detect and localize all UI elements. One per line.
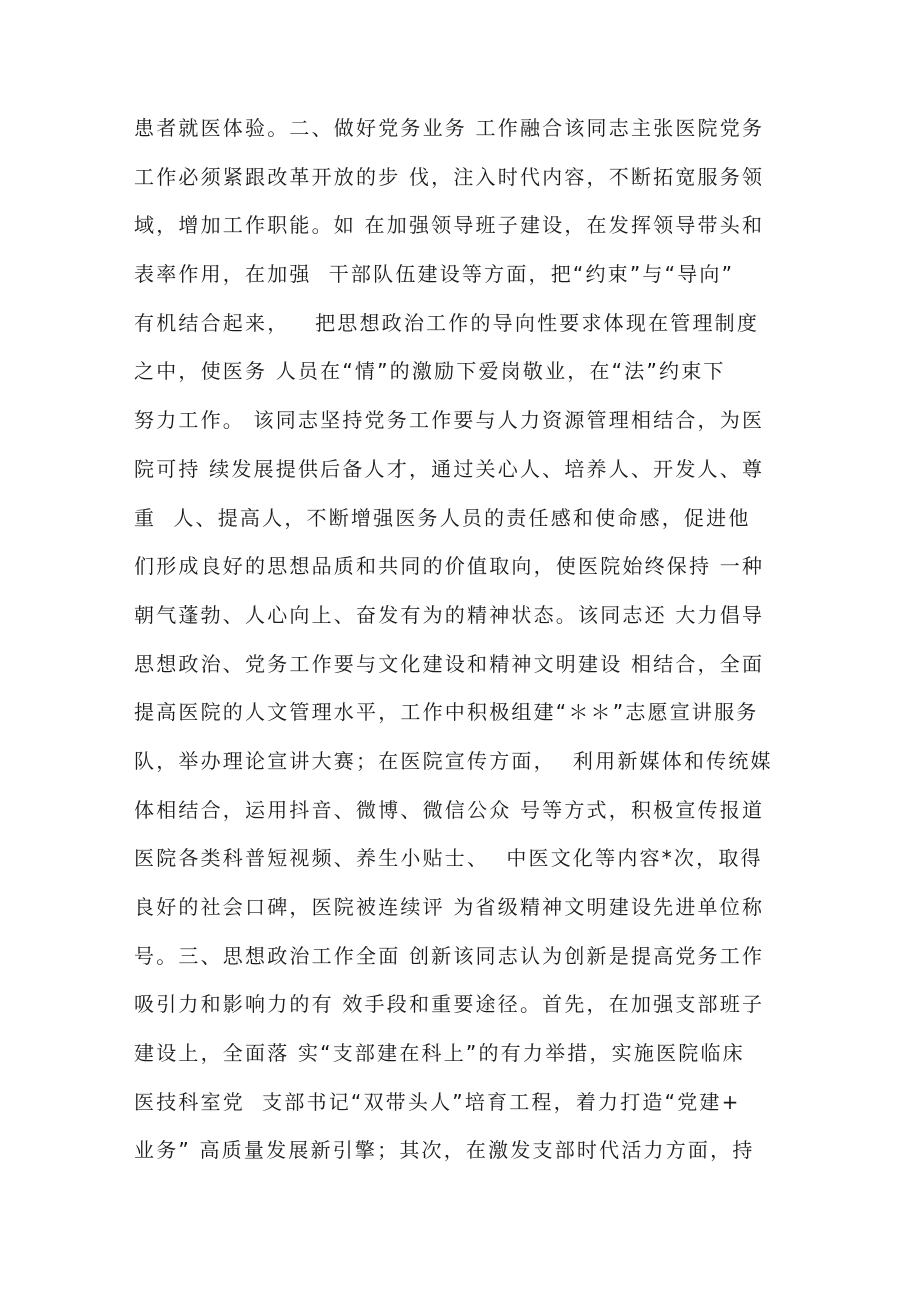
- text-line: 医院各类科普短视频、养生小贴士、 中医文化等内容*次，取得: [134, 846, 763, 871]
- text-line: 们形成良好的思想品质和共同的价值取向，使医院始终保持 一种: [134, 554, 765, 579]
- text-line: 工作必须紧跟改革开放的步 伐，注入时代内容，不断拓宽服务领: [134, 164, 765, 189]
- text-line: 表率作用，在加强 干部队伍建设等方面，把“约束”与“导向”: [134, 262, 735, 287]
- text-line: 院可持 续发展提供后备人才，通过关心人、培养人、开发人、尊: [134, 456, 765, 481]
- text-line: 域，增加工作职能。如 在加强领导班子建设，在发挥领导带头和: [134, 213, 765, 238]
- text-line: 体相结合，运用抖音、微博、微信公众 号等方式，积极宣传报道: [134, 797, 765, 822]
- text-line: 医技科室党 支部书记“双带头人”培育工程，着力打造“党建+: [134, 1089, 741, 1114]
- text-line: 有机结合起来， 把思想政治工作的导向性要求体现在管理制度: [134, 310, 760, 335]
- text-line: 之中，使医务 人员在“情”的激励下爱岗敬业，在“法”约束下: [134, 359, 726, 384]
- text-line: 思想政治、党务工作要与文化建设和精神文明建设 相结合，全面: [134, 651, 765, 676]
- text-line: 朝气蓬勃、人心向上、奋发有为的精神状态。该同志还 大力倡导: [134, 602, 765, 627]
- text-line: 队，举办理论宣讲大赛；在医院宣传方面， 利用新媒体和传统媒: [134, 748, 773, 773]
- text-line: 吸引力和影响力的有 效手段和重要途径。首先，在加强支部班子: [134, 992, 765, 1017]
- text-line: 患者就医体验。二、做好党务业务 工作融合该同志主张医院党务: [134, 116, 765, 140]
- text-line: 号。三、思想政治工作全面 创新该同志认为创新是提高党务工作: [134, 943, 765, 968]
- text-line: 业务” 高质量发展新引擎；其次，在激发支部时代活力方面，持: [134, 1138, 755, 1163]
- text-line: 努力工作。 该同志坚持党务工作要与人力资源管理相结合，为医: [134, 408, 765, 433]
- text-line: 良好的社会口碑，医院被连续评 为省级精神文明建设先进单位称: [134, 895, 765, 919]
- body-text: [134, 104, 794, 1175]
- text-line: 提高医院的人文管理水平，工作中积极组建“＊＊”志愿宣讲服务: [134, 700, 759, 725]
- text-line: 重 人、提高人，不断增强医务人员的责任感和使命感，促进他: [134, 505, 751, 530]
- text-line: 建设上，全面落 实“支部建在科上”的有力举措，实施医院临床: [134, 1041, 745, 1066]
